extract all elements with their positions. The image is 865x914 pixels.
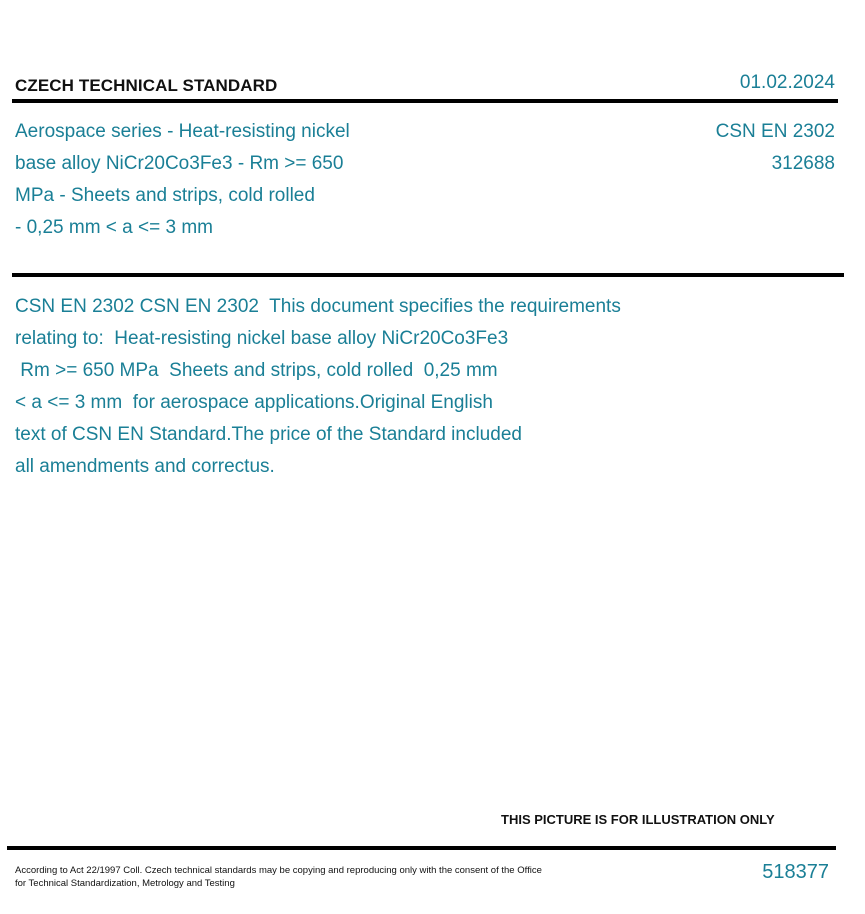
copyright-line: According to Act 22/1997 Coll. Czech technical standards may be copying and reproducing only with the consent of the Office xyxy=(15,865,542,876)
copyright-line: for Technical Standardization, Metrology and Testing xyxy=(15,878,235,889)
illustration-disclaimer: THIS PICTURE IS FOR ILLUSTRATION ONLY xyxy=(501,812,775,827)
title-line: MPa - Sheets and strips, cold rolled xyxy=(15,185,315,206)
title-rule xyxy=(12,273,844,277)
title-line: Aerospace series - Heat-resisting nickel xyxy=(15,121,350,142)
footer-rule xyxy=(7,846,836,850)
standard-description xyxy=(15,291,735,483)
description-line: text of CSN EN Standard.The price of the Standard included xyxy=(15,424,522,445)
description-line: Rm >= 650 MPa Sheets and strips, cold rolled 0,25 mm xyxy=(15,360,498,381)
description-line: all amendments and correctus. xyxy=(15,456,275,477)
description-line: < a <= 3 mm for aerospace applications.Original English xyxy=(15,392,493,413)
title-line: base alloy NiCr20Co3Fe3 - Rm >= 650 xyxy=(15,153,344,174)
title-line: - 0,25 mm < a <= 3 mm xyxy=(15,217,213,238)
header-rule xyxy=(12,99,838,103)
document-type-label: CZECH TECHNICAL STANDARD xyxy=(15,76,278,95)
description-line: CSN EN 2302 CSN EN 2302 This document specifies the requirements xyxy=(15,296,621,317)
standard-title xyxy=(15,116,415,244)
standard-code: CSN EN 2302 xyxy=(715,121,835,142)
publication-date: 01.02.2024 xyxy=(739,72,835,93)
description-line: relating to: Heat-resisting nickel base alloy NiCr20Co3Fe3 xyxy=(15,328,509,349)
document-id: 518377 xyxy=(762,861,829,883)
standard-identifiers xyxy=(716,116,835,180)
catalog-number: 312688 xyxy=(771,153,835,174)
copyright-notice xyxy=(15,864,615,890)
